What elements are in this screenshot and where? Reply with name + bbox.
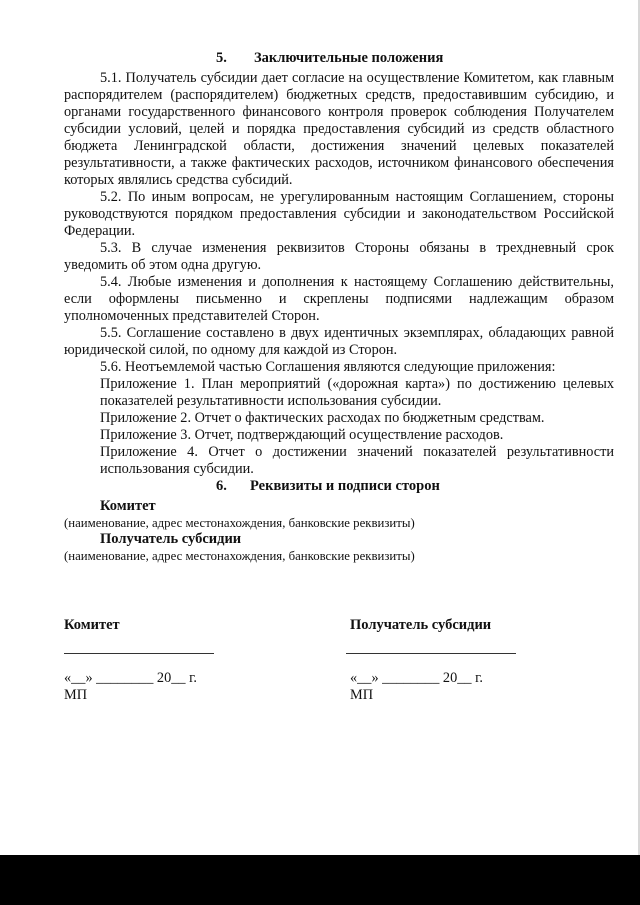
section-6-title: Реквизиты и подписи сторон — [250, 478, 440, 494]
scan-bottom-border — [0, 855, 640, 905]
clause-5-3: 5.3. В случае изменения реквизитов Стороны обязаны в трехдневный срок уведомить об этом одна другую. — [64, 240, 614, 273]
party-recipient-name: Получатель субсидии — [100, 531, 242, 547]
signature-right-line — [346, 653, 516, 654]
signature-right — [350, 617, 491, 634]
document-body — [64, 50, 614, 564]
section-5-title: Заключительные положения — [254, 50, 444, 66]
party-committee-name: Комитет — [100, 498, 156, 514]
appendix-4: Приложение 4. Отчет о достижении значений показателей результативности использования субсидии. — [100, 444, 614, 477]
signature-left-date: «__» ________ 20__ г. — [64, 670, 197, 686]
party-committee-note: (наименование, адрес местонахождения, банковские реквизиты) — [64, 516, 415, 530]
signature-left-label: Комитет — [64, 617, 120, 633]
signature-right-stamp: МП — [350, 687, 374, 703]
signature-right-date: «__» ________ 20__ г. — [350, 670, 483, 686]
party-recipient-note: (наименование, адрес местонахождения, банковские реквизиты) — [64, 549, 415, 563]
signature-left-line — [64, 653, 214, 654]
clause-5-5: 5.5. Соглашение составлено в двух идентичных экземплярах, обладающих равной юридической силой, по одному для каждой из Сторон. — [64, 325, 614, 358]
appendix-1: Приложение 1. План мероприятий («дорожная карта») по достижению целевых показателей результативности использования субсидии. — [100, 376, 614, 409]
clause-5-1: 5.1. Получатель субсидии дает согласие на осуществление Комитетом, как главным распорядителем (распорядителем) бюджетных средств, предоставившим субсидию, и органами государственного финансового контроля проверок соблюдения Получателем субсидии условий, целей и порядка предоставления субсидий из средств областного бюджета Ленинградской области, достижения значений целевых показателей результативности, а также фактических расходов, источником финансового обеспечения которых являлись средства субсидий. — [64, 70, 614, 188]
section-6-number: 6. — [216, 478, 227, 494]
section-6-heading — [64, 478, 614, 498]
clause-5-6: 5.6. Неотъемлемой частью Соглашения являются следующие приложения: — [100, 359, 556, 375]
appendix-3: Приложение 3. Отчет, подтверждающий осуществление расходов. — [100, 427, 504, 443]
section-5-number: 5. — [216, 50, 227, 66]
appendix-2: Приложение 2. Отчет о фактических расходах по бюджетным средствам. — [100, 410, 545, 426]
section-5-heading — [64, 50, 614, 70]
signature-right-label: Получатель субсидии — [350, 617, 492, 633]
clause-5-2: 5.2. По иным вопросам, не урегулированным настоящим Соглашением, стороны руководствуются порядком предоставления субсидии и законодательством Российской Федерации. — [64, 189, 614, 239]
clause-5-4: 5.4. Любые изменения и дополнения к настоящему Соглашению действительны, если оформлены письменно и скреплены подписями надлежащим образом уполномоченных представителей Сторон. — [64, 274, 614, 324]
signature-left-stamp: МП — [64, 687, 88, 703]
signature-left — [64, 617, 120, 634]
